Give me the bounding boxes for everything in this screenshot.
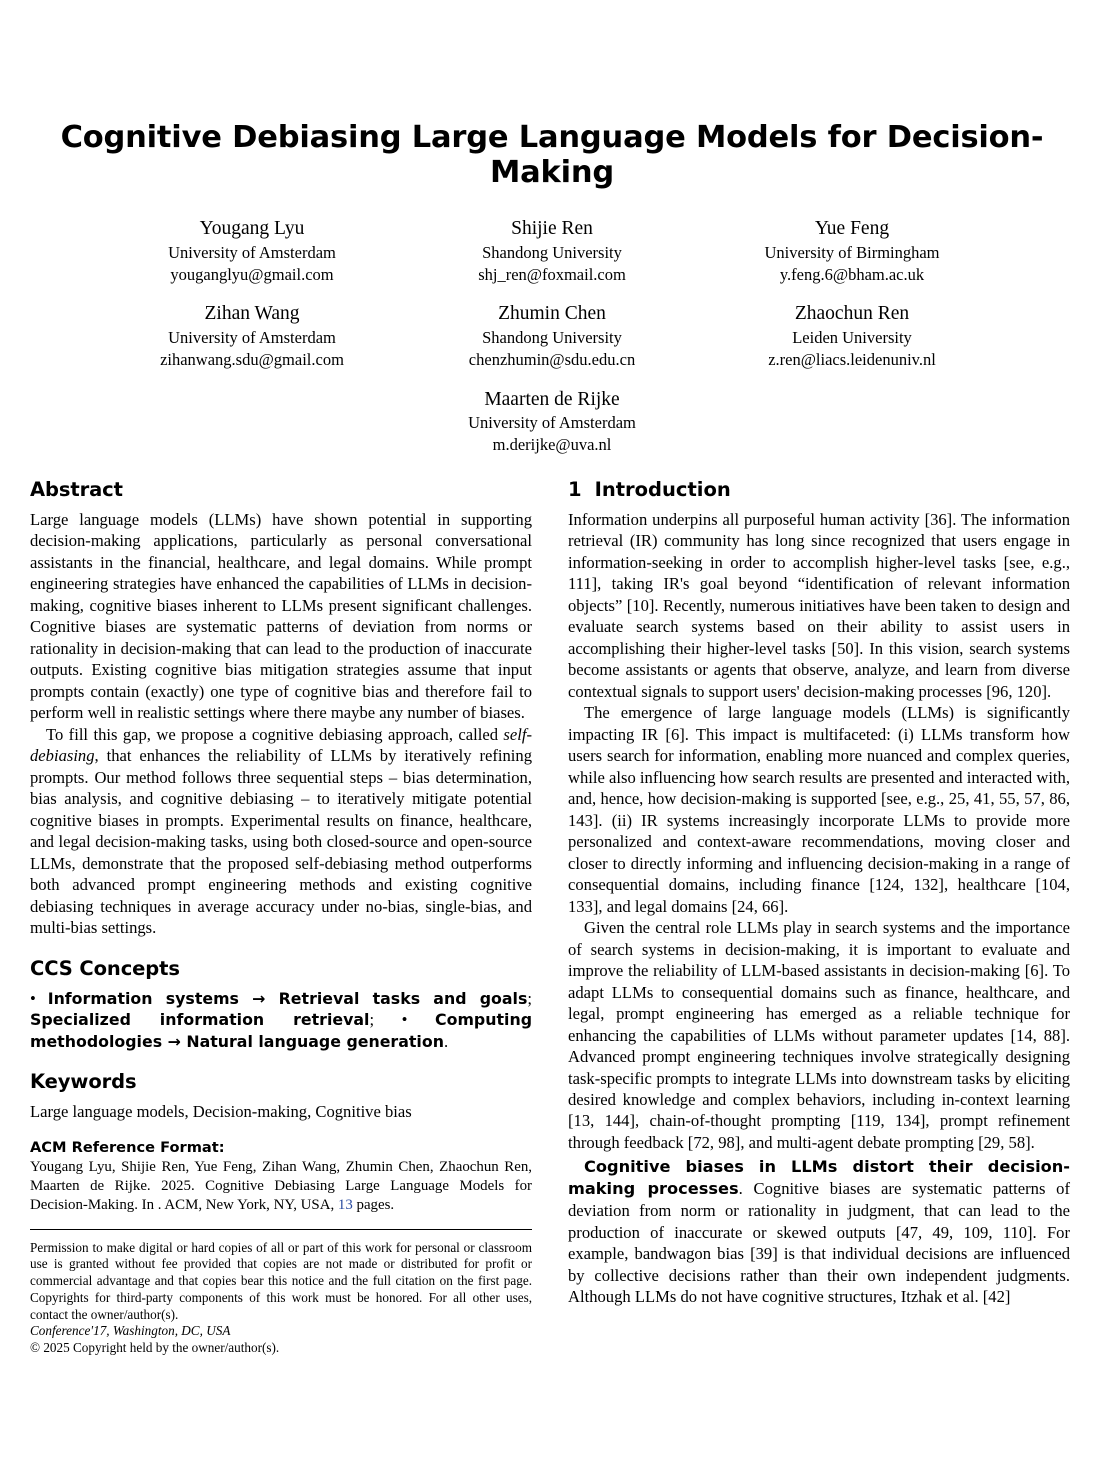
- section-heading-introduction: [568, 478, 1070, 501]
- page-title: Cognitive Debiasing Large Language Models for Decision-Making: [60, 120, 1044, 191]
- ccs-term-nlg: Natural language generation: [186, 1031, 444, 1051]
- section-title: Introduction: [594, 477, 731, 501]
- ccs-sep-1: ;: [527, 988, 533, 1008]
- abstract-p2-pre: To fill this gap, we propose a cognitive debiasing approach, called: [46, 724, 504, 744]
- author-affiliation: Leiden University: [792, 328, 912, 348]
- intro-paragraph-2: The emergence of large language models (LLMs) is significantly impacting IR [6]. This impact is multifaceted: (i) LLMs transform how users search for information, enabling more nuanced and complex queries, while also influencing how search results are presented and interacted with, and, hence, how decision-making is supported [see, e.g., 25, 41, 55, 57, 86, 143]. (ii) IR systems increasingly incorporate LLMs to provide more personalized and context-aware recommendations, moving closer and closer to directly informing and influencing decision-making in a range of consequential domains, including finance [124, 132], healthcare [104, 133], and legal domains [24, 66].: [568, 703, 1070, 916]
- footer-divider: [30, 1229, 532, 1230]
- two-column-body: [30, 478, 1074, 1357]
- abstract-p2-post: , that enhances the reliability of LLMs by iteratively refining prompts. Our method follows three sequential steps – bias determination, bias analysis, and cognitive debiasing – to iteratively mitigate potential cognitive biases in prompts. Experimental results on finance, healthcare, and legal decision-making tasks, using both closed-source and open-source LLMs, demonstrate that the proposed self-debiasing method outperforms both advanced prompt engineering methods and existing cognitive debiasing techniques in average accuracy under no-bias, single-bias, and multi-bias settings.: [30, 746, 532, 938]
- ccs-concepts-text: [30, 988, 532, 1053]
- author: [702, 301, 1002, 370]
- author-affiliation: University of Amsterdam: [168, 242, 336, 262]
- author-name: Zihan Wang: [204, 303, 300, 325]
- abstract-heading: Abstract: [30, 477, 123, 501]
- permission-text: [30, 1240, 532, 1357]
- keywords-text: Large language models, Decision-making, Cognitive bias: [30, 1102, 412, 1122]
- author-block: [30, 216, 1074, 456]
- author-row: [30, 216, 1074, 285]
- author-name: Yue Feng: [814, 218, 890, 240]
- ccs-term-information-systems: Information systems: [47, 988, 239, 1008]
- author: [702, 216, 1002, 285]
- abstract-p2-italic: self-debiasing: [30, 724, 532, 766]
- author-email: youganglyu@gmail.com: [170, 264, 334, 284]
- author-affiliation: Shandong University: [482, 328, 622, 348]
- author-name: Shijie Ren: [511, 218, 593, 240]
- ccs-sep-2: ; •: [369, 1010, 436, 1030]
- author-row: [30, 301, 1074, 370]
- author-name: Zhumin Chen: [498, 303, 606, 325]
- author: [102, 216, 402, 285]
- ccs-arrow-1: →: [238, 988, 279, 1008]
- author-affiliation: University of Amsterdam: [168, 328, 336, 348]
- intro-p4-lead-in: Cognitive biases in LLMs distort their decision-making processes: [568, 1157, 1070, 1199]
- intro-paragraph-3: Given the central role LLMs play in search systems and the importance of search systems in decision-making, it is important to evaluate and improve the reliability of LLM-based assistants in decision-making [6]. To adapt LLMs to consequential domains such as finance, healthcare, and legal, prompt engineering has emerged as a reliable technique for enhancing the capabilities of LLMs without parameter updates [14, 88]. Advanced prompt engineering techniques involve strategically designing task-specific prompts to integrate LLMs into downstream tasks by eliciting desired knowledge and complex behaviors, including in-context learning [13, 144], chain-of-thought prompting [119, 134], prompt refinement through feedback [72, 98], and multi-agent debate prompting [29, 58].: [568, 918, 1070, 1152]
- ccs-term-specialized-ir: Specialized information retrieval: [30, 1010, 370, 1030]
- acm-ref-post: pages.: [352, 1196, 395, 1213]
- author-email: zihanwang.sdu@gmail.com: [160, 349, 344, 369]
- acm-ref-pages-link[interactable]: 13: [337, 1196, 353, 1213]
- author-email: z.ren@liacs.leidenuniv.nl: [768, 349, 936, 369]
- author: [102, 301, 402, 370]
- ccs-term-computing-methodologies: Computing methodologies: [30, 1010, 533, 1051]
- author-email: shj_ren@foxmail.com: [478, 264, 626, 284]
- author-email: chenzhumin@sdu.edu.cn: [468, 349, 636, 369]
- ccs-heading: CCS Concepts: [30, 956, 180, 980]
- acm-reference-heading: ACM Reference Format:: [30, 1138, 225, 1156]
- right-column: [568, 478, 1070, 1357]
- author-affiliation: University of Birmingham: [764, 242, 940, 262]
- intro-p4-rest: . Cognitive biases are systematic patterns of deviation from norm or rationality in judgment, that can lead to the production of inaccurate or skewed outputs [47, 49, 109, 110]. For example, bandwagon bias [39] is that individual decisions are influenced by collective decisions rather than their own independent judgments. Although LLMs do not have cognitive structures, Itzhak et al. [42]: [568, 1179, 1070, 1307]
- permission-body: Permission to make digital or hard copies of all or part of this work for personal or classroom use is granted without fee provided that copies are not made or distributed for profit or commercial advantage and that copies bear this notice and the full citation on the first page. Copyrights for third-party components of this work must be honored. For all other uses, contact the owner/author(s).: [30, 1239, 532, 1322]
- permission-conference: Conference'17, Washington, DC, USA: [30, 1323, 231, 1339]
- author-name: Zhaochun Ren: [794, 303, 910, 325]
- author-affiliation: University of Amsterdam: [468, 413, 636, 433]
- author-affiliation: Shandong University: [482, 242, 622, 262]
- acm-reference-text: [30, 1158, 532, 1215]
- permission-copyright: © 2025 Copyright held by the owner/author(s).: [30, 1340, 280, 1356]
- intro-paragraph-4: [568, 1156, 1070, 1307]
- abstract-paragraph-1: Large language models (LLMs) have shown potential in supporting decision-making applications, particularly as personal conversational assistants in the financial, healthcare, and legal domains. While prompt engineering strategies have enhanced the capabilities of LLMs in decision-making, cognitive biases inherent to LLMs present significant challenges. Cognitive biases are systematic patterns of deviation from norms or rationality in decision-making that can lead to the production of inaccurate outputs. Existing cognitive bias mitigation strategies assume that input prompts contain (exactly) one type of cognitive bias and therefore fail to perform well in realistic settings where there maybe any number of biases.: [30, 509, 532, 723]
- ccs-term-retrieval-tasks: Retrieval tasks and goals: [278, 988, 528, 1008]
- intro-paragraph-1: Information underpins all purposeful human activity [36]. The information retrieval (IR) community has long since recognized that users engage in information-seeking in order to accomplish higher-level tasks [see, e.g., 111], taking IR's goal beyond “identification of relevant information objects” [10]. Recently, numerous initiatives have been taken to design and evaluate search systems based on their ability to assist users in accomplishing their higher-level tasks [50]. In this vision, search systems become assistants or agents that observe, analyze, and learn from diverse contextual signals to support users' decision-making processes [96, 120].: [568, 509, 1070, 701]
- author: [402, 387, 702, 456]
- keywords-heading: Keywords: [30, 1070, 137, 1094]
- left-column: [30, 478, 532, 1357]
- ccs-bullet1: •: [30, 988, 48, 1008]
- author-email: m.derijke@uva.nl: [492, 435, 612, 455]
- author-email: y.feng.6@bham.ac.uk: [779, 264, 925, 284]
- section-number: 1: [568, 477, 582, 501]
- author: [402, 301, 702, 370]
- author-row: [30, 387, 1074, 456]
- abstract-paragraph-2: [30, 724, 532, 939]
- ccs-arrow-2: →: [162, 1031, 187, 1051]
- acm-ref-pre: Yougang Lyu, Shijie Ren, Yue Feng, Zihan Wang, Zhumin Chen, Zhaochun Ren, Maarten de Rijke. 2025. Cognitive Debiasing Large Language Models for Decision-Making. In . ACM, New York, NY, USA,: [30, 1158, 532, 1213]
- ccs-period: .: [443, 1031, 449, 1051]
- author-name: Yougang Lyu: [199, 218, 305, 240]
- author: [402, 216, 702, 285]
- author-name: Maarten de Rijke: [484, 388, 620, 410]
